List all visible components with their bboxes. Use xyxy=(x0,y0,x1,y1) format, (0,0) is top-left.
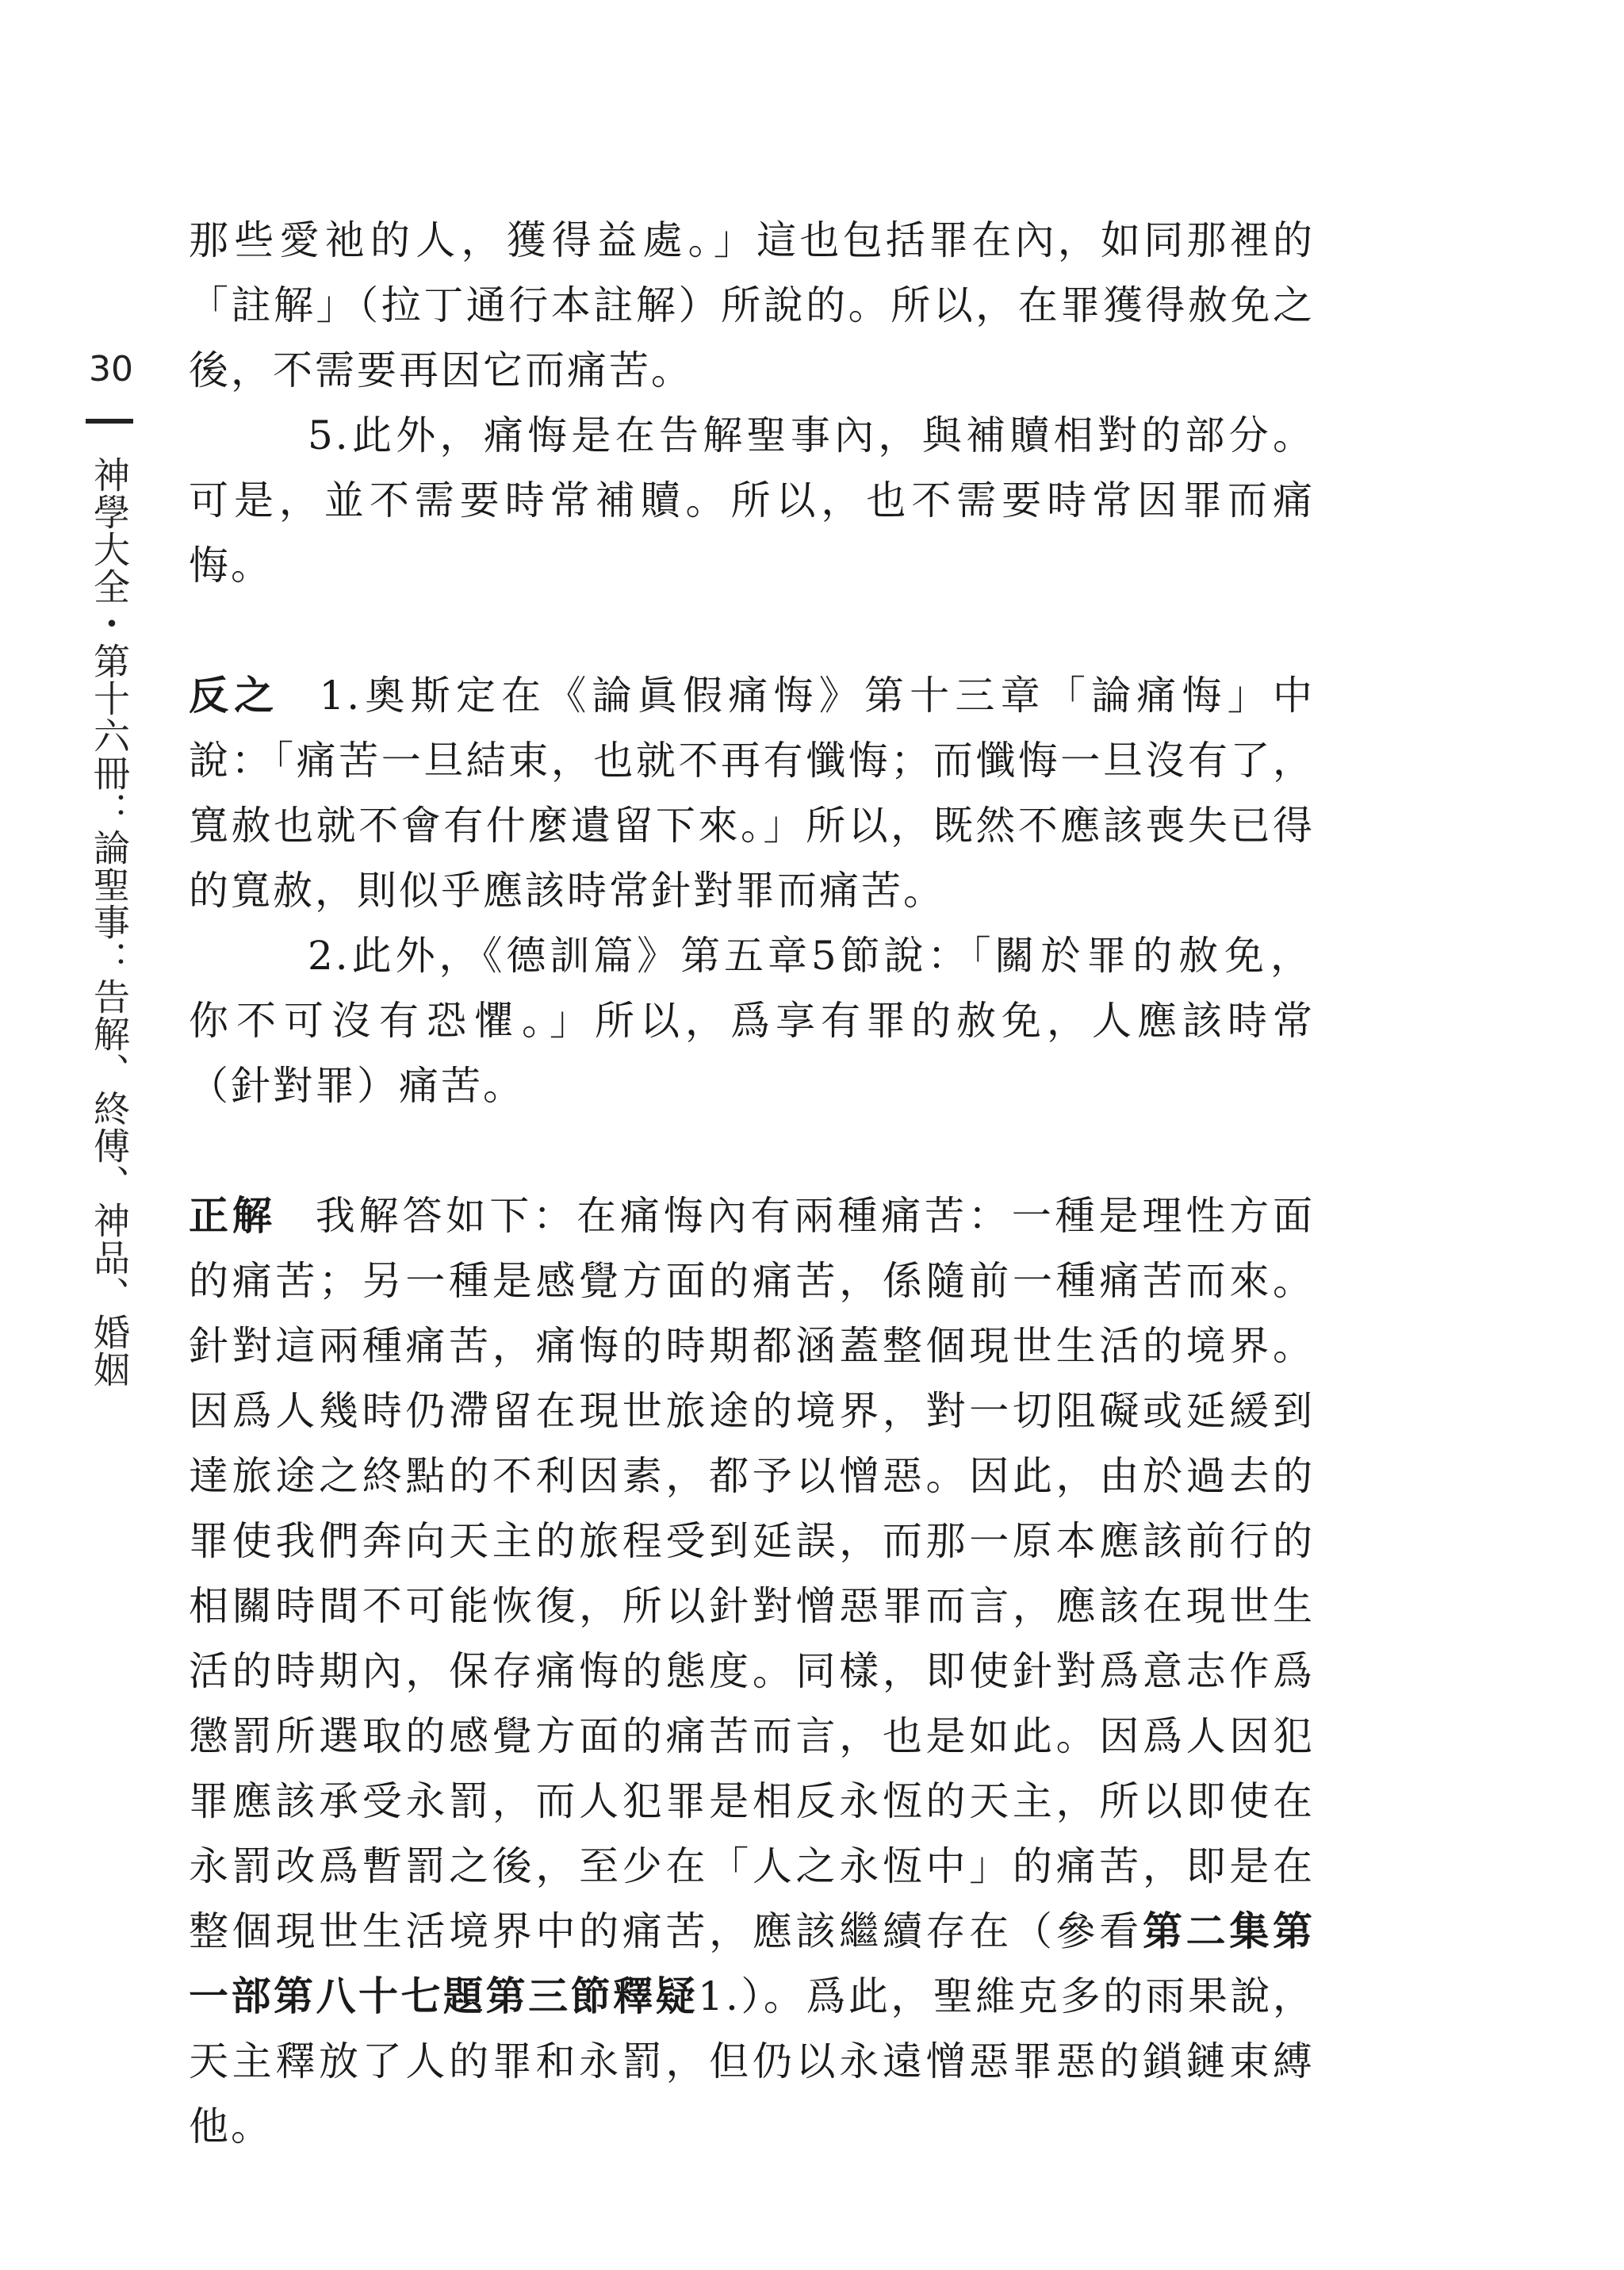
paragraph-text: 我解答如下：在痛悔內有兩種痛苦：一種是理性方面的痛苦；另一種是感覺方面的痛苦，係隨前一種痛苦而來。針對這兩種痛苦，痛悔的時期都涵蓋整個現世生活的境界。因爲人幾時仍滯留在現世旅途的境界，對一切阻礙或延緩到達旅途之終點的不利因素，都予以憎惡。因此，由於過去的罪使我們奔向天主的旅程受到延誤，而那一原本應該前行的相關時間不可能恢復，所以針對憎惡罪而言，應該在現世生活的時期內，保存痛悔的態度。同樣，即使針對爲意志作爲懲罰所選取的感覺方面的痛苦而言，也是如此。因爲人因犯罪應該承受永罰，而人犯罪是相反永恆的天主，所以即使在永罰改爲暫罰之後，至少在「人之永恆中」的痛苦，即是在整個現世生活境界中的痛苦，應該繼續存在（參看 xyxy=(189,1193,1315,1954)
paragraph-text: 」所以，爲享有罪的赦免，人應該時常（針對罪）痛苦。 xyxy=(189,998,1315,1109)
paragraph-text: 2.此外，《德訓篇》第五章5節說：「 xyxy=(308,933,995,979)
body-text xyxy=(189,208,1315,2159)
section-gap xyxy=(189,598,1315,663)
objection-5: 5.此外，痛悔是在告解聖事內，與補贖相對的部分。可是，並不需要時常補贖。所以，也不需要時常因罪而痛悔。 xyxy=(189,412,1315,589)
scripture-quote: 關於罪的赦免，你不可沒有恐懼。 xyxy=(189,933,1315,1044)
paragraph-continuation xyxy=(189,208,1315,403)
sed-contra-paragraph-1 xyxy=(189,663,1315,923)
scripture-quote: 那些愛祂的人，獲得益處。 xyxy=(189,217,714,263)
header-rule xyxy=(86,419,133,424)
paragraph-text: 1.奧斯定在《論眞假痛悔》第十三章「論痛悔」中說：「痛苦一旦結束，也就不再有懺悔；而懺悔一旦沒有了，寬赦也就不會有什麼遺留下來。」所以，既然不應該喪失已得的寬赦，則似乎應該時常針對罪而痛苦。 xyxy=(189,673,1315,914)
paragraph-text: 1.）。爲此，聖維克多的雨果說，天主釋放了人的罪和永罰，但仍以永遠憎惡罪惡的鎖鏈束縛他。 xyxy=(189,1973,1315,2149)
section-label-sed-contra: 反之 xyxy=(189,673,280,719)
section-gap xyxy=(189,1118,1315,1183)
paragraph-text: 」這也包括罪在內，如同那裡的「註解」（拉丁通行本註解）所說的。所以，在罪獲得赦免之後，不需要再因它而痛苦。 xyxy=(189,217,1316,393)
section-label-respondeo: 正解 xyxy=(189,1193,276,1239)
cross-reference: 第二集第一部第八十七題第三節釋疑 xyxy=(189,1908,1316,2019)
sed-contra-paragraph-2 xyxy=(189,923,1315,1118)
page-number: 30 xyxy=(89,349,133,389)
respondeo-paragraph xyxy=(189,1183,1315,2159)
running-header: 神學大全・第十六冊：論聖事：告解、終傅、神品、婚姻 xyxy=(88,456,131,1388)
